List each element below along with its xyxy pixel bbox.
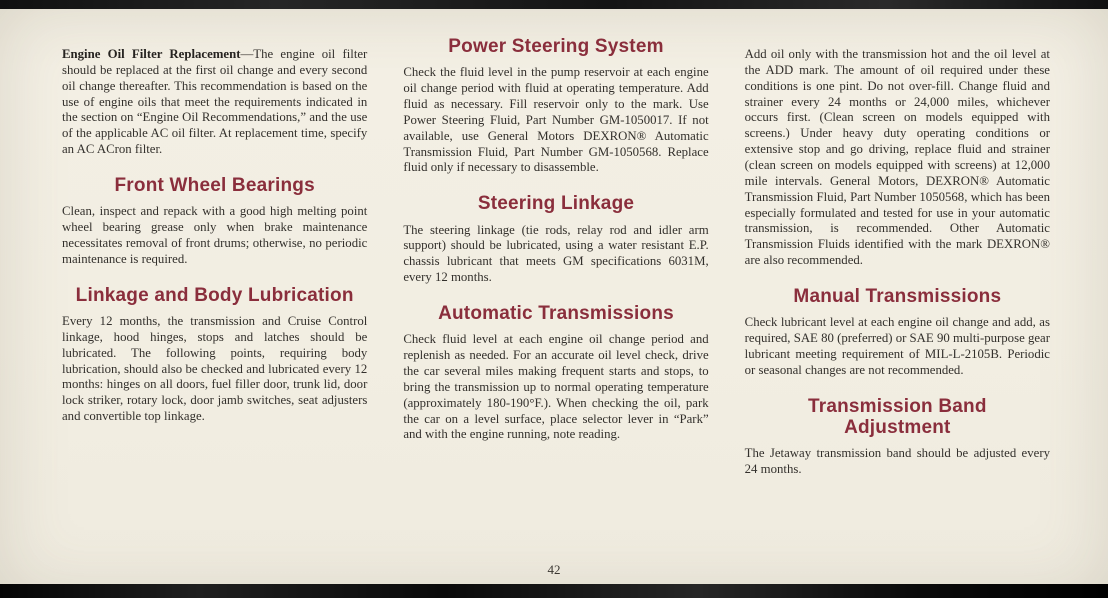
paragraph-steering-linkage: The steering linkage (tie rods, relay rod and idler arm support) should be lubricated, using a water resistant E.P. chassis lubricant that meets GM specifications 6031M, every 12 months.: [403, 222, 709, 285]
section-heading-automatic-transmissions: Automatic Transmissions: [438, 302, 674, 324]
page-content: [62, 36, 1050, 487]
paragraph-front-wheel-bearings: Clean, inspect and repack with a good high melting point wheel bearing grease only when brake maintenance necessitates removal of front drums; otherwise, no periodic maintenance is required.: [62, 204, 368, 266]
scan-edge-bottom: [0, 584, 1108, 598]
paragraph-linkage-and-body-lubrication: Every 12 months, the transmission and Cruise Control linkage, hood hinges, stops and latches should be lubricated. The following points, requiring body lubrication, should also be checked and lubricated every 12 months: hinges on all doors, fuel filler door, trunk lid, door lock striker, rotary lock, door jamb switches, seat adjusters and convertible top linkage.: [62, 313, 368, 424]
section-heading-steering-linkage: Steering Linkage: [477, 193, 635, 215]
column-center: [403, 36, 708, 487]
paragraph-power-steering-system: Check the fluid level in the pump reservoir at each engine oil change period with fluid at operating temperature. Add fluid as necessary. Fill reservoir only to the mark. Use Power Steering Fluid, Part Number GM-1050017. If not available, use General Motors DEXRON® Automatic Transmission Fluid, Part Number GM-1050568. Replace fluid only if necessary to disassemble.: [403, 65, 709, 175]
section-heading-linkage-and-body-lubrication: Linkage and Body Lubrication: [75, 284, 354, 306]
section-heading-manual-transmissions: Manual Transmissions: [793, 286, 1002, 308]
paragraph-automatic-transmissions-continued: Add oil only with the transmission hot and the oil level at the ADD mark. The amount of oil required under these conditions is one pint. Do not over-fill. Change fluid and strainer every 24 months or 24,000 miles, whichever occurs first. (Clean screen on models equipped with screens.) Under heavy duty operating conditions or extensive stop and go driving, replace fluid and strainer (clean screen on models equipped with screens) at 12,000 mile intervals. General Motors, DEXRON® Automatic Transmission Fluid, Part Number 1050568, which has been especially formulated and tested for use in your automatic transmission, is recommended. Other Automatic Transmission Fluids identified with the mark DEXRON® are also recommended.: [744, 47, 1050, 268]
section-heading-power-steering-system: Power Steering System: [448, 36, 664, 57]
section-heading-front-wheel-bearings: Front Wheel Bearings: [114, 175, 315, 197]
lead-run-in-heading: Engine Oil Filter Replacement: [62, 47, 241, 61]
paragraph-transmission-band-adjustment: The Jetaway transmission band should be adjusted every 24 months.: [744, 446, 1050, 477]
column-right: [745, 36, 1050, 487]
lead-paragraph: [62, 47, 367, 158]
scan-edge-top: [0, 0, 1108, 9]
column-left: [62, 36, 367, 487]
section-heading-transmission-band-adjustment: Transmission Band Adjustment: [807, 395, 987, 438]
page-number: 42: [547, 562, 561, 577]
paragraph-automatic-transmissions: Check fluid level at each engine oil change period and replenish as needed. For an accurate oil level check, drive the car several miles making frequent starts and stops, to bring the transmission up to normal operating temperature (approximately 180-190°F.). When checking the oil, park the car on a level surface, place selector lever in “Park” and with the engine running, note reading.: [403, 332, 709, 442]
paragraph-manual-transmissions: Check lubricant level at each engine oil change and add, as required, SAE 80 (preferred) or SAE 90 multi-purpose gear lubricant meeting requirement of MIL-L-2105B. Periodic or seasonal changes are not recommended.: [744, 315, 1050, 377]
lead-paragraph-text: —The engine oil filter should be replaced at the first oil change and every second oil change thereafter. This recommendation is based on the use of engine oils that meet the requirements indicated in the section on “Engine Oil Recommendations,” and the use of the applicable AC oil filter. At replacement time, specify an AC ACron filter.: [62, 47, 368, 157]
